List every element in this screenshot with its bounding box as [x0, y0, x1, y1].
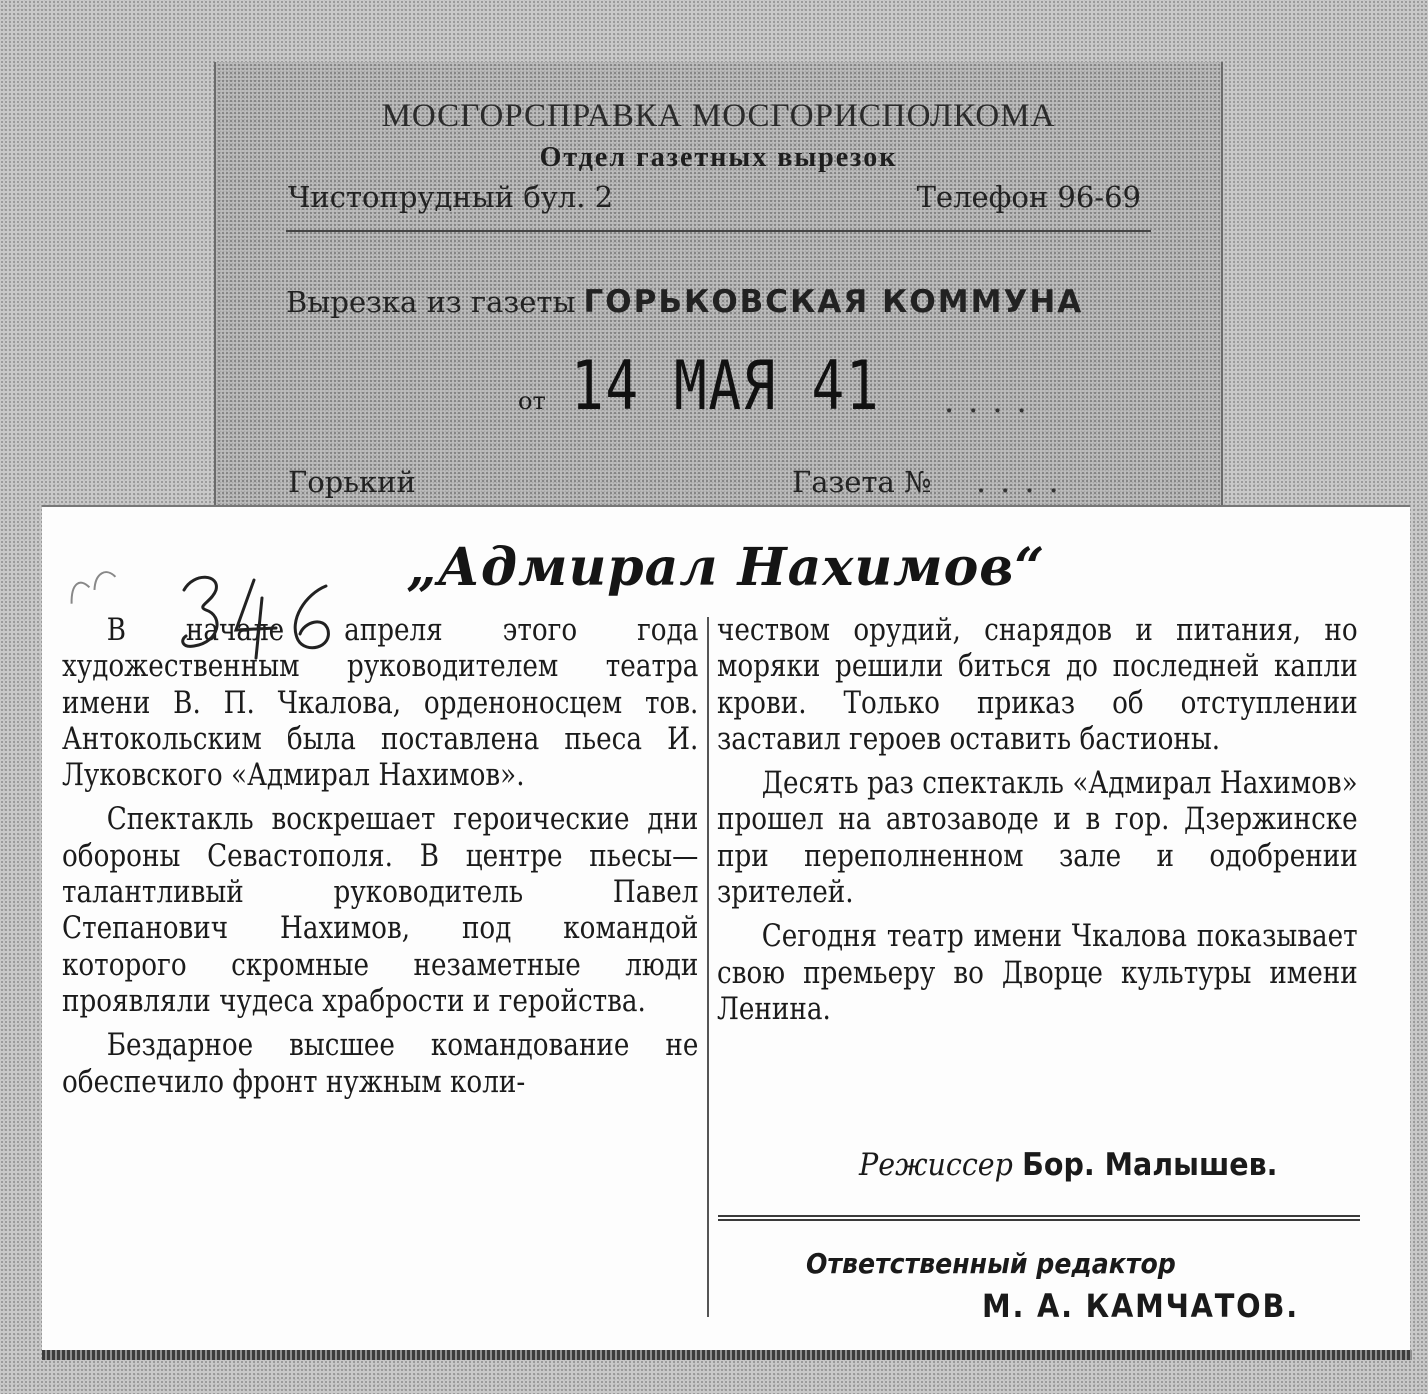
- article-paragraph: чеством орудий, снарядов и питания, но моряки решили биться до последней капли крови. Только приказ об отступлении заставил героев оставить бастионы.: [717, 613, 1358, 757]
- stamp-date-prefix: от: [518, 387, 546, 415]
- stamp-gazeta-dots: ....: [976, 462, 1073, 500]
- column-divider: [707, 617, 709, 1317]
- editor-title: Ответственный редактор: [806, 1247, 1176, 1280]
- editor-name: М. А. КАМЧАТОВ.: [982, 1287, 1299, 1325]
- signature-role: Режиссер: [859, 1147, 1013, 1183]
- clipping-bottom-rule: [42, 1350, 1412, 1360]
- article-right-column: [717, 613, 1358, 1036]
- stamp-gazeta-label: Газета №: [792, 465, 932, 499]
- stamp-newspaper-name: ГОРЬКОВСКАЯ КОММУНА: [583, 284, 1084, 320]
- article-paragraph: Спектакль воскрешает героические дни обороны Севастополя. В центре пьесы—талантливый руководитель Павел Степанович Нахимов, под командой которого скромные незаметные люди проявляли чудеса храбрости и геройства.: [62, 802, 699, 1019]
- article-paragraph: Десять раз спектакль «Адмирал Нахимов» прошел на автозаводе и в гор. Дзержинске при переполненном зале и одобрении зрителей.: [717, 766, 1358, 911]
- stamp-city: Горький: [288, 465, 416, 499]
- editor-divider: [718, 1215, 1360, 1221]
- signature-name: Бор. Малышев.: [1022, 1147, 1278, 1183]
- article-headline: „Адмирал Нахимов“: [406, 537, 1046, 598]
- handwritten-number-346: [176, 568, 356, 678]
- stamp-clip-label: Вырезка из газеты: [286, 285, 576, 319]
- article-paragraph: Сегодня театр имени Чкалова показывает свою премьеру во Дворце культуры имени Ленина.: [717, 919, 1358, 1027]
- clipping-service-stamp: [214, 62, 1223, 507]
- stamp-org-title: МОСГОРСПРАВКА МОСГОРИСПОЛКОМА: [381, 98, 1056, 134]
- stamp-phone: Телефон 96-69: [916, 180, 1141, 214]
- article-paragraph: В начале апреля этого года художественным руководителем театра имени В. П. Чкалова, орденоносцем тов. Антокольским была поставлена пьеса И. Луковского «Адмирал Нахимов».: [62, 613, 699, 794]
- stamp-date: 14 МАЯ 41: [571, 347, 881, 426]
- stamp-department: Отдел газетных вырезок: [539, 142, 898, 173]
- stamp-date-dots: ....: [944, 382, 1041, 420]
- article-left-column: [62, 613, 698, 1109]
- stamp-clip-line: [286, 284, 1083, 320]
- stamp-address: Чистопрудный бул. 2: [288, 180, 614, 214]
- article-paragraph: Бездарное высшее командование не обеспечило фронт нужным коли-: [62, 1028, 699, 1100]
- article-signature: [859, 1147, 1277, 1183]
- stamp-divider: [286, 230, 1151, 232]
